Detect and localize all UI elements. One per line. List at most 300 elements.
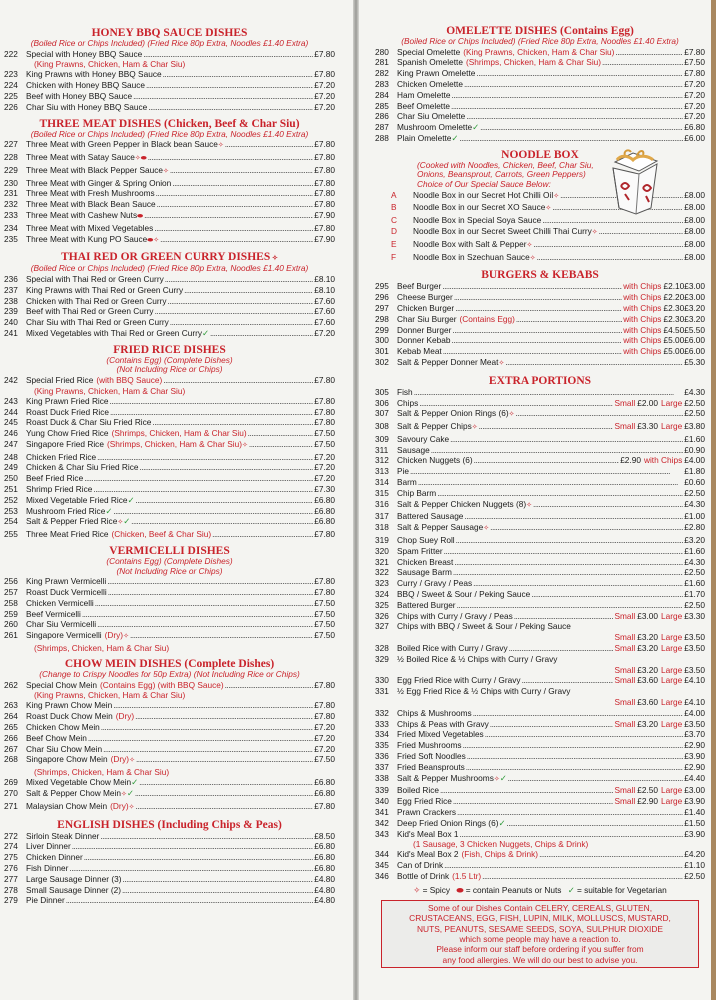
menu-item bbox=[4, 841, 335, 852]
menu-item bbox=[4, 576, 335, 587]
item-name: Chicken Omelette bbox=[397, 78, 463, 89]
menu-item bbox=[4, 484, 335, 495]
price-label-2: Large bbox=[661, 643, 683, 654]
leader-dots bbox=[144, 210, 313, 221]
leader-dots bbox=[135, 788, 313, 799]
leader-dots bbox=[69, 863, 313, 874]
leader-dots bbox=[84, 852, 314, 863]
price-2: £3.00 bbox=[684, 785, 705, 796]
item-name: Large Sausage Dinner (3) bbox=[26, 873, 122, 884]
item-number: 249 bbox=[4, 462, 18, 473]
item-name: Beef Omelette bbox=[397, 100, 451, 111]
price: £3.20 bbox=[637, 718, 658, 729]
price: £7.80 bbox=[314, 374, 335, 385]
chilli-icon: ✧ bbox=[153, 236, 160, 244]
menu-item bbox=[375, 434, 705, 445]
item-name: Spanish Omelette bbox=[397, 57, 463, 68]
leader-dots bbox=[163, 69, 314, 80]
item-name: King Prawn Vermicelli bbox=[26, 576, 107, 587]
item-name: Chicken Nuggets (6) bbox=[397, 455, 473, 466]
price-2: £3.90 bbox=[684, 796, 705, 807]
menu-item bbox=[4, 754, 335, 767]
menu-item bbox=[375, 522, 705, 535]
item-name: BBQ / Sweet & Sour / Peking Sauce bbox=[397, 589, 531, 600]
item-name: Salt & Pepper Fried Rice bbox=[26, 516, 118, 527]
item-name: Noodle Box in our Secret Hot Chilli Oil bbox=[413, 189, 554, 200]
menu-right-page bbox=[359, 0, 711, 1000]
price: £7.80 bbox=[314, 188, 335, 199]
price: £3.20 bbox=[637, 664, 658, 675]
leader-dots bbox=[131, 516, 313, 527]
chilli-icon: ✧ bbox=[217, 142, 224, 150]
item-name: Boiled Rice bbox=[397, 785, 439, 796]
item-number: 333 bbox=[375, 718, 389, 729]
item-name: ½ Boiled Rice & ½ Chips with Curry / Gravy bbox=[397, 653, 558, 664]
section-title: CHOW MEIN DISHES (Complete Dishes) bbox=[64, 658, 275, 671]
menu-item bbox=[375, 335, 705, 346]
item-number: 312 bbox=[375, 455, 389, 466]
section-note: (Not Including Rice or Chips) bbox=[116, 565, 223, 576]
item-number: 282 bbox=[375, 68, 389, 79]
leader-dots bbox=[122, 885, 313, 896]
leader-dots bbox=[444, 546, 684, 557]
chilli-icon: ✧ bbox=[508, 411, 515, 419]
price: £6.80 bbox=[684, 122, 705, 133]
item-name: Savoury Cake bbox=[397, 433, 450, 444]
item-number: 256 bbox=[4, 576, 18, 587]
menu-item bbox=[4, 210, 335, 223]
item-name: Char Siu Chow Mein bbox=[26, 743, 103, 754]
item-name: Noodle Box in our Secret Sweet Chilli Thai Curry bbox=[413, 225, 592, 236]
item-number: 253 bbox=[4, 505, 18, 516]
menu-item bbox=[375, 621, 705, 632]
leader-dots bbox=[533, 499, 683, 510]
item-number: 270 bbox=[4, 788, 18, 798]
price-label-2: Large bbox=[661, 796, 683, 807]
price: £6.80 bbox=[314, 788, 335, 798]
price: £2.50 bbox=[684, 487, 705, 498]
leader-dots bbox=[66, 895, 313, 906]
nut-icon: ⬬ bbox=[147, 236, 154, 244]
item-name: Salt & Pepper Chicken Nuggets (8) bbox=[397, 498, 527, 509]
item-name: Beef with Thai Red or Green Curry bbox=[26, 306, 154, 317]
price: £7.80 bbox=[314, 587, 335, 598]
price-2: £3.80 bbox=[684, 421, 705, 432]
item-note: (with BBQ Sauce) bbox=[96, 374, 163, 385]
price-label-2: Large bbox=[661, 718, 683, 729]
menu-item bbox=[375, 807, 705, 818]
menu-item bbox=[4, 895, 335, 906]
item-name: King Prawn Fried Rice bbox=[26, 395, 109, 406]
item-number: 302 bbox=[375, 356, 389, 367]
price: £7.50 bbox=[314, 754, 335, 765]
item-name: Singapore Chow Mein bbox=[26, 754, 108, 765]
price: £6.80 bbox=[314, 841, 335, 852]
item-name: Mixed Vegetable Chow Mein bbox=[26, 777, 132, 788]
price-label: Small bbox=[614, 421, 636, 432]
item-name: Plain Omelette bbox=[397, 132, 452, 143]
menu-item bbox=[375, 387, 705, 398]
section-title: NOODLE BOX bbox=[501, 148, 579, 161]
menu-item bbox=[375, 252, 705, 265]
item-number: 264 bbox=[4, 711, 18, 722]
item-number: 331 bbox=[375, 686, 389, 697]
price: £7.80 bbox=[314, 139, 335, 150]
item-number: 265 bbox=[4, 722, 18, 733]
menu-item bbox=[4, 139, 335, 152]
leader-dots bbox=[440, 785, 614, 796]
item-subtitle: (Shrimps, Chicken, Ham & Char Siu) bbox=[34, 643, 170, 654]
leader-dots bbox=[419, 398, 613, 409]
menu-item-prices bbox=[375, 665, 705, 676]
item-name: Special Omelette bbox=[397, 46, 461, 57]
item-number: 338 bbox=[375, 772, 389, 783]
item-note: (Fish, Chips & Drink) bbox=[461, 849, 539, 860]
price: £6.80 bbox=[314, 516, 335, 527]
price: £7.60 bbox=[314, 306, 335, 317]
chilli-icon: ✧ bbox=[413, 884, 423, 895]
menu-item bbox=[4, 285, 335, 296]
leader-dots bbox=[464, 511, 683, 522]
chilli-icon: ✧ bbox=[270, 254, 278, 263]
leader-dots bbox=[599, 226, 684, 237]
item-name: Noodle Box in our Secret XO Sauce bbox=[413, 202, 546, 213]
price: £1.00 bbox=[684, 511, 705, 522]
item-name: Roast Duck Vermicelli bbox=[26, 587, 107, 598]
leader-dots bbox=[95, 598, 313, 609]
section-title: THREE MEAT DISHES (Chicken, Beef & Char Siu) bbox=[39, 117, 300, 130]
item-number: 285 bbox=[375, 100, 389, 111]
item-number: 252 bbox=[4, 494, 18, 505]
item-name: Spam Fritter bbox=[397, 545, 443, 556]
item-name: King Prawn Chow Mein bbox=[26, 700, 113, 711]
item-note: (1.5 Ltr) bbox=[452, 870, 482, 881]
item-name: Boiled Rice with Curry / Gravy bbox=[397, 643, 508, 654]
item-name: Small Sausage Dinner (2) bbox=[26, 884, 121, 895]
price: £6.00 bbox=[684, 132, 705, 143]
item-name: Three Meat with Green Pepper in Black bean Sauce bbox=[26, 139, 218, 150]
leader-dots bbox=[225, 680, 314, 691]
price: £4.50 bbox=[663, 324, 685, 335]
price: £7.80 bbox=[314, 679, 335, 690]
item-number: 316 bbox=[375, 498, 389, 509]
menu-item bbox=[375, 408, 705, 421]
noodle-box-icon bbox=[599, 148, 669, 216]
menu-item bbox=[4, 417, 335, 428]
item-number: 286 bbox=[375, 111, 389, 122]
item-number: 337 bbox=[375, 761, 389, 772]
item-number: 274 bbox=[4, 841, 18, 852]
price-label: with Chips bbox=[623, 281, 662, 292]
menu-item bbox=[375, 90, 705, 101]
price-label-2: Large bbox=[661, 664, 683, 675]
chilli-icon: ✧ bbox=[526, 501, 533, 509]
item-note: (Dry) bbox=[110, 754, 130, 765]
item-name: Special Chow Mein bbox=[26, 679, 98, 690]
item-name: Special with Honey BBQ Sauce bbox=[26, 48, 143, 59]
leader-dots bbox=[473, 708, 684, 719]
menu-item bbox=[4, 722, 335, 733]
item-number: 224 bbox=[4, 80, 18, 91]
price-label: Small bbox=[614, 785, 636, 796]
price: £3.20 bbox=[637, 632, 658, 643]
price: £7.50 bbox=[314, 619, 335, 630]
price: £8.00 bbox=[684, 215, 705, 226]
price: £5.00 bbox=[663, 346, 685, 357]
item-name: Mixed Vegetable Fried Rice bbox=[26, 494, 128, 505]
item-number: 268 bbox=[4, 754, 18, 765]
item-name: Three Meat with Black Bean Sauce bbox=[26, 199, 156, 210]
item-number: 261 bbox=[4, 630, 18, 641]
price: £4.30 bbox=[684, 556, 705, 567]
item-name: Singapore Fried Rice bbox=[26, 438, 104, 449]
menu-item bbox=[375, 578, 705, 589]
price-2: £4.10 bbox=[684, 697, 705, 708]
price-2: £3.50 bbox=[684, 718, 705, 729]
menu-item bbox=[375, 546, 705, 557]
price: £8.10 bbox=[314, 284, 335, 295]
menu-item bbox=[4, 439, 335, 452]
section-title: EXTRA PORTIONS bbox=[488, 374, 592, 387]
menu-item bbox=[375, 643, 705, 654]
price: £1.60 bbox=[684, 433, 705, 444]
menu-item bbox=[4, 630, 335, 643]
item-name: Kebab Meat bbox=[397, 346, 442, 357]
price-2: £6.00 bbox=[684, 335, 705, 346]
leader-dots bbox=[165, 274, 314, 285]
item-name: ½ Egg Fried Rice & ½ Chips with Curry / Gravy bbox=[397, 686, 571, 697]
item-number: 281 bbox=[375, 57, 389, 68]
price-2: £4.00 bbox=[684, 455, 705, 466]
menu-item bbox=[375, 829, 705, 840]
item-name: Chicken Breast bbox=[397, 556, 454, 567]
price: £7.80 bbox=[314, 199, 335, 210]
menu-item-prices bbox=[375, 632, 705, 643]
price-label: Small bbox=[614, 697, 636, 708]
section-note: (Boiled Rice or Chips Included) (Fried Rice 80p Extra, Noodles £1.40 Extra) bbox=[30, 263, 309, 274]
price: £1.70 bbox=[684, 589, 705, 600]
item-name: Noodle Box in Szechuan Sauce bbox=[413, 251, 530, 262]
menu-item bbox=[375, 239, 705, 252]
section-note: (Contains Egg) (Complete Dishes) bbox=[106, 556, 233, 567]
leader-dots bbox=[479, 421, 614, 432]
item-number: 271 bbox=[4, 800, 18, 811]
price: £5.30 bbox=[684, 356, 705, 367]
item-name: Chicken Vermicelli bbox=[26, 597, 94, 608]
item-name: Pie Dinner bbox=[26, 895, 65, 906]
item-name: Fish bbox=[397, 386, 413, 397]
menu-item bbox=[375, 818, 705, 829]
item-note: (Dry) bbox=[115, 711, 135, 722]
price-label: Small bbox=[614, 397, 636, 408]
item-number: 244 bbox=[4, 406, 18, 417]
section-note: (Boiled Rice or Chips Included) (Fried Rice 80p Extra, Noodles £1.40 Extra) bbox=[401, 36, 679, 46]
menu-item bbox=[375, 589, 705, 600]
menu-item bbox=[4, 516, 335, 529]
vegetarian-icon: ✓ bbox=[123, 516, 131, 527]
price: £2.80 bbox=[684, 522, 705, 533]
leader-dots bbox=[431, 445, 683, 456]
item-name: Chip Barm bbox=[397, 487, 437, 498]
menu-item bbox=[375, 226, 705, 239]
price-label: with Chips bbox=[623, 313, 662, 324]
section-title: THAI RED OR GREEN CURRY DISHES ✧ bbox=[61, 251, 278, 264]
leader-dots bbox=[451, 90, 683, 101]
price: £3.70 bbox=[684, 729, 705, 740]
item-number: 311 bbox=[375, 444, 389, 455]
chilli-icon: ✧ bbox=[117, 519, 124, 527]
item-name: Fried Mushrooms bbox=[397, 740, 462, 751]
vegetarian-icon: ✓ bbox=[131, 777, 139, 788]
price: £7.30 bbox=[314, 484, 335, 495]
leader-dots bbox=[97, 619, 313, 630]
menu-left-page bbox=[0, 0, 353, 1000]
price: £7.60 bbox=[314, 317, 335, 328]
menu-item bbox=[4, 529, 335, 540]
price: £2.50 bbox=[684, 870, 705, 881]
menu-item bbox=[375, 729, 705, 740]
price-label-2: Large bbox=[661, 397, 683, 408]
item-name: Cheese Burger bbox=[397, 292, 453, 303]
item-name: Beef Vermicelli bbox=[26, 608, 81, 619]
item-number: F bbox=[391, 251, 397, 262]
item-number: 279 bbox=[4, 895, 18, 906]
leader-dots bbox=[72, 841, 314, 852]
price: £4.20 bbox=[684, 849, 705, 860]
vegetarian-icon: ✓ bbox=[498, 817, 506, 828]
item-number: 238 bbox=[4, 295, 18, 306]
item-name: King Prawn Omelette bbox=[397, 68, 476, 79]
item-number: D bbox=[391, 225, 397, 236]
item-number: 262 bbox=[4, 679, 18, 690]
item-number: 243 bbox=[4, 395, 18, 406]
price: £7.80 bbox=[314, 800, 335, 811]
price-label: Small bbox=[614, 796, 636, 807]
price: £3.20 bbox=[637, 643, 658, 654]
item-number: 322 bbox=[375, 567, 389, 578]
price: £7.80 bbox=[314, 406, 335, 417]
leader-dots bbox=[225, 139, 314, 150]
price-2: £3.20 bbox=[684, 313, 705, 324]
menu-item bbox=[4, 234, 335, 247]
leader-dots bbox=[163, 375, 313, 386]
leader-dots bbox=[444, 860, 683, 871]
item-number: 341 bbox=[375, 806, 389, 817]
item-number: 248 bbox=[4, 451, 18, 462]
chilli-icon: ✧ bbox=[553, 192, 560, 200]
item-name: Chicken Fried Rice bbox=[26, 451, 97, 462]
leader-dots bbox=[156, 188, 314, 199]
price-2: £3.20 bbox=[684, 302, 705, 313]
leader-dots bbox=[455, 303, 622, 314]
menu-item bbox=[375, 600, 705, 611]
price: £1.50 bbox=[684, 817, 705, 828]
chilli-icon: ✧ bbox=[526, 241, 533, 249]
menu-item bbox=[4, 306, 335, 317]
leader-dots bbox=[490, 522, 683, 533]
item-name: Beef Fried Rice bbox=[26, 473, 84, 484]
menu-item bbox=[375, 654, 705, 665]
leader-dots bbox=[152, 417, 313, 428]
price: £6.80 bbox=[314, 494, 335, 505]
item-name: Special Fried Rice bbox=[26, 374, 94, 385]
price: £7.20 bbox=[314, 743, 335, 754]
vegetarian-icon: ✓ bbox=[499, 772, 507, 783]
item-number: 335 bbox=[375, 740, 389, 751]
item-name: Roast Duck Fried Rice bbox=[26, 406, 109, 417]
item-name: Chips with BBQ / Sweet & Sour / Peking Sauce bbox=[397, 621, 571, 632]
item-name: Egg Fried Rice with Curry / Gravy bbox=[397, 675, 521, 686]
price: £7.20 bbox=[684, 111, 705, 122]
menu-item bbox=[4, 744, 335, 755]
price: £7.80 bbox=[314, 529, 335, 540]
price: £7.80 bbox=[314, 700, 335, 711]
item-number: 340 bbox=[375, 796, 389, 807]
item-number: 227 bbox=[4, 139, 18, 150]
price: £6.80 bbox=[314, 777, 335, 788]
leader-dots bbox=[414, 387, 684, 398]
price: £3.00 bbox=[637, 610, 658, 621]
nut-icon: ⬬ bbox=[454, 884, 466, 895]
item-name: Donner Kebab bbox=[397, 335, 451, 346]
leader-dots bbox=[452, 335, 623, 346]
leader-dots bbox=[210, 328, 313, 339]
item-number: 328 bbox=[375, 643, 389, 654]
price: £7.20 bbox=[314, 101, 335, 112]
chilli-icon: ✧ bbox=[242, 441, 248, 449]
item-number: 225 bbox=[4, 90, 18, 101]
price: £1.80 bbox=[684, 466, 705, 477]
chilli-icon: ✧ bbox=[545, 205, 552, 213]
leader-dots bbox=[135, 801, 313, 812]
item-name: Salt & Pepper Sausage bbox=[397, 522, 484, 533]
menu-item bbox=[4, 885, 335, 896]
leader-dots bbox=[155, 306, 314, 317]
price: £8.10 bbox=[314, 273, 335, 284]
leader-dots bbox=[454, 292, 622, 303]
item-number: 306 bbox=[375, 397, 389, 408]
menu-item bbox=[4, 473, 335, 484]
price-label: Small bbox=[614, 643, 636, 654]
item-note: (Dry) bbox=[104, 630, 124, 641]
item-number: 299 bbox=[375, 324, 389, 335]
menu-item bbox=[375, 860, 705, 871]
price: £7.80 bbox=[314, 417, 335, 428]
item-name: Three Meat with Black Pepper Sauce bbox=[26, 164, 163, 175]
price: £7.20 bbox=[314, 80, 335, 91]
item-name: Chips bbox=[397, 397, 419, 408]
menu-item bbox=[375, 303, 705, 314]
price: £4.80 bbox=[314, 895, 335, 906]
item-number: 258 bbox=[4, 597, 18, 608]
item-name: Chicken Dinner bbox=[26, 852, 83, 863]
leader-dots bbox=[160, 234, 313, 245]
chilli-icon: ✧ bbox=[591, 228, 598, 236]
price-2: £6.00 bbox=[684, 346, 705, 357]
item-number: 327 bbox=[375, 621, 389, 632]
leader-dots bbox=[476, 68, 683, 79]
allergy-notice bbox=[381, 900, 699, 968]
menu-item bbox=[375, 421, 705, 434]
leader-dots bbox=[451, 101, 683, 112]
price-2: £3.30 bbox=[684, 610, 705, 621]
menu-item bbox=[4, 852, 335, 863]
price: £7.20 bbox=[684, 78, 705, 89]
legend-nuts: = contain Peanuts or Nuts bbox=[465, 884, 562, 895]
left-content bbox=[0, 0, 353, 906]
item-subtitle: (King Prawns, Chicken, Ham & Char Siu) bbox=[34, 385, 186, 396]
item-name: Fried Soft Noodles bbox=[397, 751, 466, 761]
